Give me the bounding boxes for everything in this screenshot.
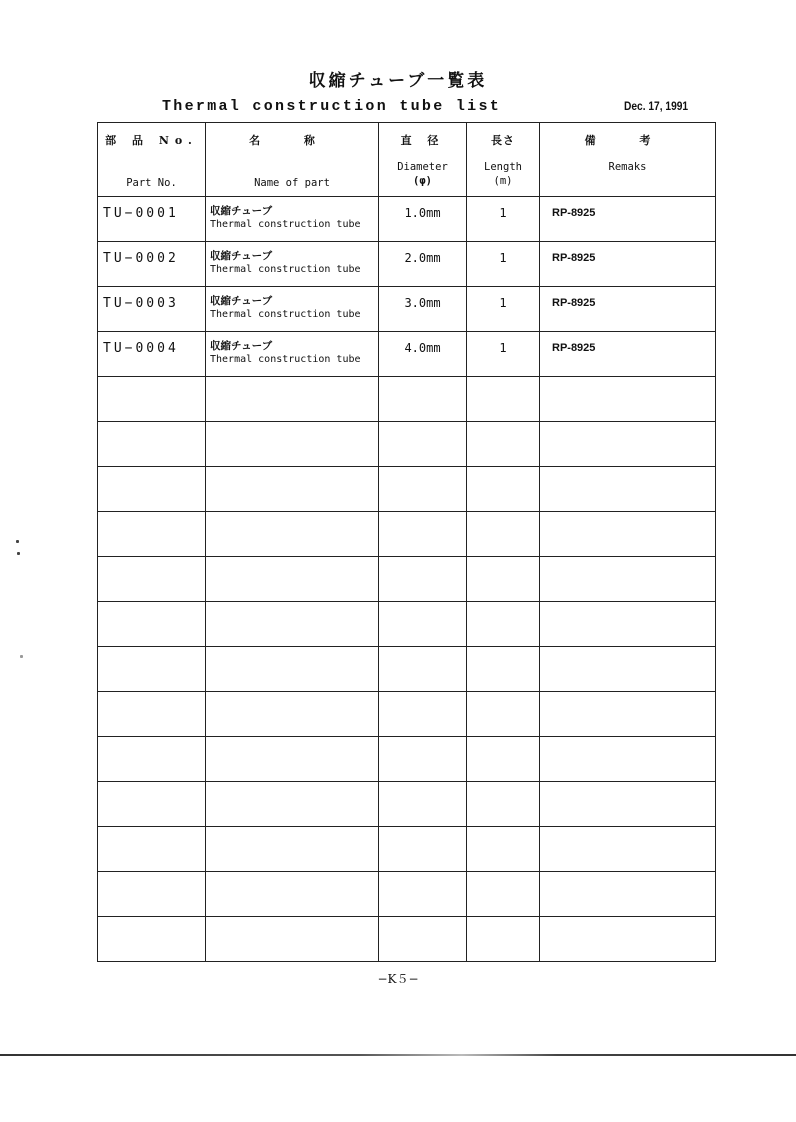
empty-cell [206,737,379,782]
header-length-en: Length [484,161,522,173]
remarks-cell: RP-8925 [540,332,716,377]
diameter-cell: 1.0mm [379,197,467,242]
empty-cell [206,872,379,917]
header-name-jp: 名 称 [249,134,335,147]
empty-table-row [98,512,716,557]
empty-cell [206,512,379,557]
empty-cell [540,602,716,647]
part-name-en: Thermal construction tube [210,309,361,320]
empty-cell [206,692,379,737]
empty-table-row [98,782,716,827]
empty-cell [98,692,206,737]
length-cell: 1 [467,287,540,332]
table-row [98,197,716,242]
empty-cell [467,737,540,782]
part-name-jp: 収縮チューブ [210,205,273,217]
empty-cell [379,827,467,872]
empty-cell [98,602,206,647]
empty-cell [206,557,379,602]
empty-cell [379,782,467,827]
empty-cell [540,467,716,512]
empty-table-row [98,827,716,872]
empty-cell [206,917,379,962]
empty-table-row [98,872,716,917]
empty-cell [540,422,716,467]
header-diameter-en: Diameter [397,161,448,173]
header-remarks-en: Remaks [608,161,647,173]
part-name-jp: 収縮チューブ [210,340,273,352]
empty-cell [467,467,540,512]
empty-table-row [98,602,716,647]
empty-cell [540,827,716,872]
empty-cell [540,557,716,602]
empty-table-row [98,422,716,467]
header-length-unit: (m) [493,175,513,187]
empty-cell [467,512,540,557]
header-diameter-jp: 直 径 [400,134,445,147]
empty-cell [540,647,716,692]
header-remarks [540,123,716,197]
header-part-no-en: Part No. [126,177,177,189]
header-name-en: Name of part [254,177,330,189]
remarks-cell: RP-8925 [540,197,716,242]
part-name-en: Thermal construction tube [210,219,361,230]
empty-cell [467,377,540,422]
part-no-cell: TU−0001 [98,197,206,242]
bottom-divider-line [0,1054,796,1056]
empty-table-row [98,737,716,782]
empty-cell [206,377,379,422]
remarks-cell: RP-8925 [540,287,716,332]
empty-cell [98,557,206,602]
empty-cell [98,737,206,782]
header-part-no [98,123,206,197]
empty-cell [379,602,467,647]
empty-cell [98,647,206,692]
empty-cell [467,647,540,692]
part-no-cell: TU−0004 [98,332,206,377]
diameter-cell: 4.0mm [379,332,467,377]
part-name-jp: 収縮チューブ [210,250,273,262]
empty-cell [206,827,379,872]
header-diameter-unit: (φ) [413,175,432,187]
page-number: −K５− [377,972,419,986]
empty-table-row [98,647,716,692]
scan-speck [16,540,19,543]
empty-cell [379,557,467,602]
empty-table-row [98,917,716,962]
empty-cell [379,467,467,512]
empty-cell [467,872,540,917]
empty-table-row [98,467,716,512]
empty-cell [467,692,540,737]
empty-cell [379,692,467,737]
diameter-cell: 3.0mm [379,287,467,332]
part-name-en: Thermal construction tube [210,264,361,275]
empty-cell [206,782,379,827]
empty-cell [379,737,467,782]
scan-speck [17,552,20,555]
length-cell: 1 [467,332,540,377]
part-name-cell [206,332,379,377]
empty-cell [98,512,206,557]
header-length [467,123,540,197]
empty-cell [379,917,467,962]
empty-cell [206,602,379,647]
empty-cell [379,512,467,557]
empty-cell [379,422,467,467]
diameter-cell: 2.0mm [379,242,467,287]
header-length-jp: 長さ [491,134,515,147]
empty-cell [206,647,379,692]
empty-cell [98,872,206,917]
document-title-english: Thermal construction tube list [162,98,502,115]
empty-cell [540,737,716,782]
part-name-jp: 収縮チューブ [210,295,273,307]
part-name-cell [206,197,379,242]
document-title-japanese: 収縮チューブ一覧表 [308,71,488,91]
empty-cell [467,827,540,872]
empty-cell [98,377,206,422]
part-no-cell: TU−0002 [98,242,206,287]
empty-cell [467,602,540,647]
empty-cell [379,872,467,917]
empty-cell [206,422,379,467]
length-cell: 1 [467,242,540,287]
empty-cell [206,467,379,512]
empty-cell [98,827,206,872]
empty-table-row [98,377,716,422]
empty-table-row [98,557,716,602]
table-header-row [98,123,716,197]
empty-cell [540,377,716,422]
document-date: Dec. 17, 1991 [624,99,689,113]
empty-cell [379,377,467,422]
empty-table-row [98,692,716,737]
part-name-en: Thermal construction tube [210,354,361,365]
empty-cell [98,917,206,962]
remarks-cell: RP-8925 [540,242,716,287]
header-name [206,123,379,197]
empty-cell [467,917,540,962]
empty-cell [467,557,540,602]
header-part-no-jp: 部 品 No. [105,134,198,147]
empty-cell [379,647,467,692]
part-no-cell: TU−0003 [98,287,206,332]
empty-cell [467,782,540,827]
header-diameter [379,123,467,197]
table-row [98,242,716,287]
empty-cell [540,782,716,827]
empty-cell [98,467,206,512]
table-row [98,332,716,377]
empty-cell [467,422,540,467]
scan-speck [20,655,23,658]
part-name-cell [206,287,379,332]
parts-table [97,122,716,962]
part-name-cell [206,242,379,287]
header-remarks-jp: 備 考 [584,134,671,147]
table-row [98,287,716,332]
empty-cell [540,917,716,962]
empty-cell [540,512,716,557]
length-cell: 1 [467,197,540,242]
empty-cell [540,692,716,737]
empty-cell [540,872,716,917]
empty-cell [98,422,206,467]
empty-cell [98,782,206,827]
